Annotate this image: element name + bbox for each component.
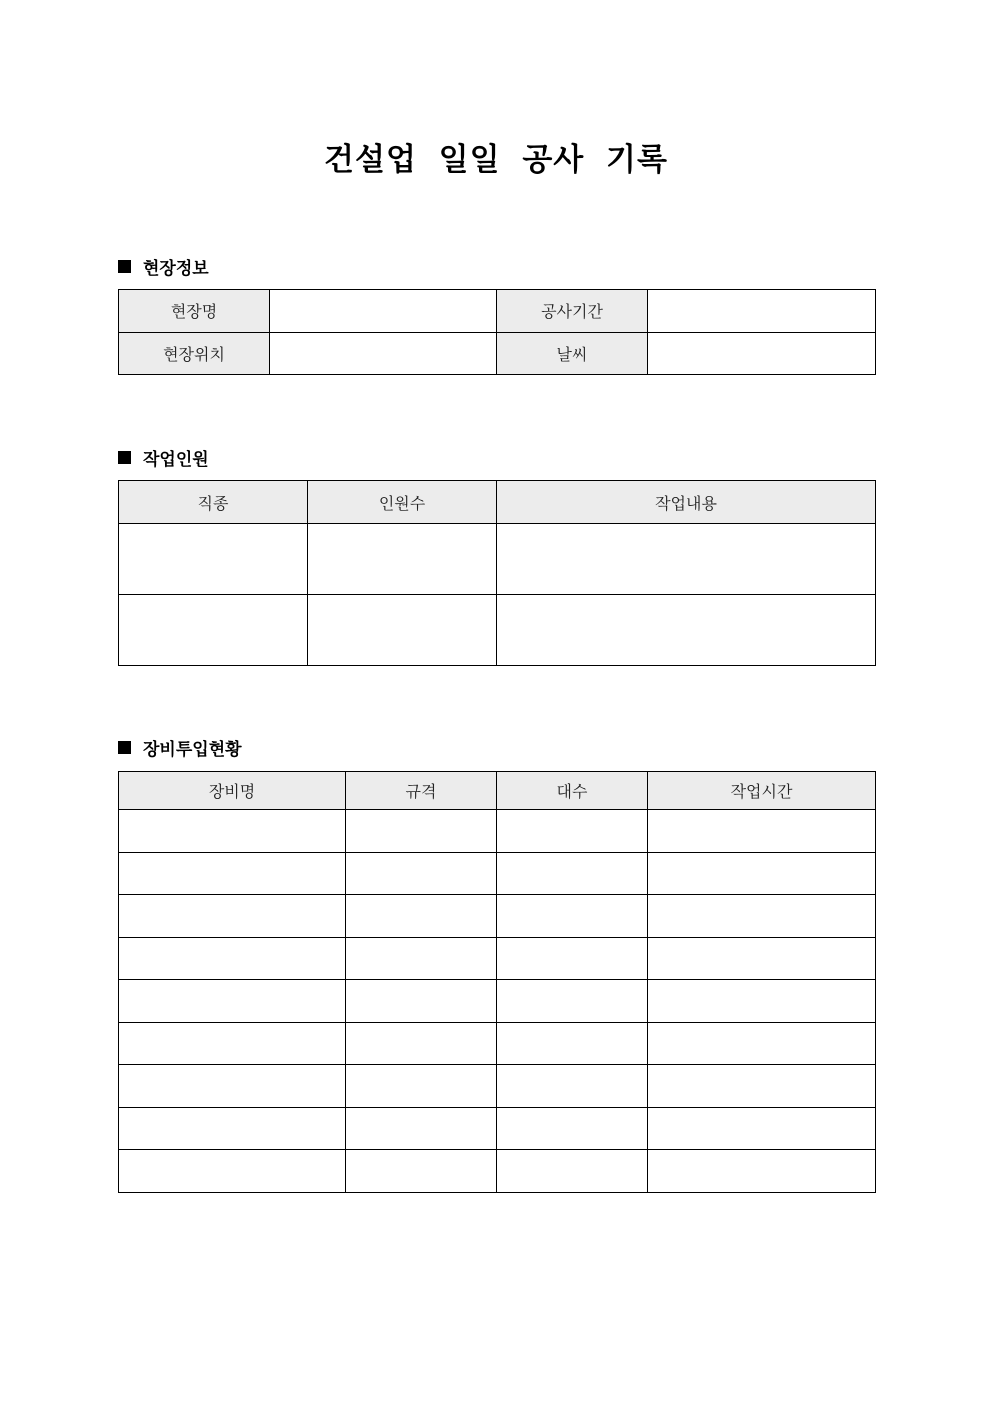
spec-cell[interactable] bbox=[346, 1107, 497, 1150]
construction-period-label: 공사기간 bbox=[497, 290, 648, 333]
work-field[interactable] bbox=[497, 622, 875, 640]
column-header-hours: 작업시간 bbox=[648, 772, 876, 810]
equipment-name-cell[interactable] bbox=[119, 895, 346, 938]
hours-field[interactable] bbox=[648, 1120, 875, 1138]
equipment-name-field[interactable] bbox=[119, 1162, 345, 1180]
hours-cell[interactable] bbox=[648, 1065, 876, 1108]
quantity-cell[interactable] bbox=[497, 937, 648, 980]
weather-label: 날씨 bbox=[497, 332, 648, 375]
spec-cell[interactable] bbox=[346, 980, 497, 1023]
site-location-field[interactable] bbox=[270, 345, 496, 363]
table-row bbox=[119, 852, 876, 895]
hours-cell[interactable] bbox=[648, 1022, 876, 1065]
spec-cell[interactable] bbox=[346, 937, 497, 980]
equipment-name-field[interactable] bbox=[119, 950, 345, 968]
hours-field[interactable] bbox=[648, 1035, 875, 1053]
count-cell[interactable] bbox=[308, 595, 497, 666]
equipment-name-cell[interactable] bbox=[119, 1022, 346, 1065]
table-header-row bbox=[119, 772, 876, 810]
spec-field[interactable] bbox=[346, 1162, 496, 1180]
quantity-cell[interactable] bbox=[497, 895, 648, 938]
square-bullet-icon bbox=[118, 451, 131, 464]
table-row bbox=[119, 810, 876, 853]
table-row bbox=[119, 895, 876, 938]
quantity-field[interactable] bbox=[497, 865, 647, 883]
spec-field[interactable] bbox=[346, 992, 496, 1010]
table-row bbox=[119, 1107, 876, 1150]
square-bullet-icon bbox=[118, 260, 131, 273]
hours-cell[interactable] bbox=[648, 852, 876, 895]
quantity-field[interactable] bbox=[497, 1162, 647, 1180]
spec-field[interactable] bbox=[346, 950, 496, 968]
equipment-name-field[interactable] bbox=[119, 822, 345, 840]
spec-field[interactable] bbox=[346, 1077, 496, 1095]
spec-cell[interactable] bbox=[346, 1022, 497, 1065]
equipment-name-field[interactable] bbox=[119, 992, 345, 1010]
hours-field[interactable] bbox=[648, 950, 875, 968]
trade-field[interactable] bbox=[119, 622, 307, 640]
count-field[interactable] bbox=[308, 622, 496, 640]
square-bullet-icon bbox=[118, 741, 131, 754]
quantity-cell[interactable] bbox=[497, 852, 648, 895]
spec-cell[interactable] bbox=[346, 1065, 497, 1108]
construction-period-field[interactable] bbox=[648, 302, 875, 320]
table-row bbox=[119, 1022, 876, 1065]
table-row bbox=[119, 595, 876, 666]
workers-table bbox=[118, 480, 876, 666]
table-row bbox=[119, 524, 876, 595]
quantity-cell[interactable] bbox=[497, 1107, 648, 1150]
quantity-cell[interactable] bbox=[497, 1150, 648, 1193]
quantity-field[interactable] bbox=[497, 1077, 647, 1095]
equipment-name-cell[interactable] bbox=[119, 980, 346, 1023]
table-header-row bbox=[119, 481, 876, 524]
site-info-heading bbox=[118, 254, 209, 279]
table-row bbox=[119, 290, 876, 333]
quantity-field[interactable] bbox=[497, 950, 647, 968]
weather-cell[interactable] bbox=[648, 332, 876, 375]
equipment-name-cell[interactable] bbox=[119, 1065, 346, 1108]
equipment-table bbox=[118, 771, 876, 1193]
column-header-spec: 규격 bbox=[346, 772, 497, 810]
hours-field[interactable] bbox=[648, 992, 875, 1010]
spec-cell[interactable] bbox=[346, 895, 497, 938]
spec-field[interactable] bbox=[346, 1120, 496, 1138]
spec-cell[interactable] bbox=[346, 810, 497, 853]
hours-field[interactable] bbox=[648, 822, 875, 840]
quantity-cell[interactable] bbox=[497, 1065, 648, 1108]
equipment-name-cell[interactable] bbox=[119, 1150, 346, 1193]
equipment-heading-label: 장비투입현황 bbox=[143, 740, 242, 760]
quantity-field[interactable] bbox=[497, 907, 647, 925]
equipment-name-field[interactable] bbox=[119, 865, 345, 883]
quantity-field[interactable] bbox=[497, 1120, 647, 1138]
quantity-cell[interactable] bbox=[497, 1022, 648, 1065]
work-cell[interactable] bbox=[497, 595, 876, 666]
trade-cell[interactable] bbox=[119, 595, 308, 666]
hours-field[interactable] bbox=[648, 1162, 875, 1180]
equipment-name-cell[interactable] bbox=[119, 937, 346, 980]
hours-cell[interactable] bbox=[648, 1107, 876, 1150]
hours-field[interactable] bbox=[648, 907, 875, 925]
spec-cell[interactable] bbox=[346, 852, 497, 895]
equipment-name-field[interactable] bbox=[119, 1077, 345, 1095]
spec-field[interactable] bbox=[346, 822, 496, 840]
table-row bbox=[119, 937, 876, 980]
column-header-count: 인원수 bbox=[308, 481, 497, 524]
table-row bbox=[119, 980, 876, 1023]
equipment-heading bbox=[118, 735, 242, 760]
site-location-cell[interactable] bbox=[270, 332, 497, 375]
spec-field[interactable] bbox=[346, 907, 496, 925]
document-title: 건설업 일일 공사 기록 bbox=[324, 142, 668, 178]
site-name-field[interactable] bbox=[270, 302, 496, 320]
site-location-label: 현장위치 bbox=[119, 332, 270, 375]
count-cell[interactable] bbox=[308, 524, 497, 595]
equipment-name-cell[interactable] bbox=[119, 810, 346, 853]
quantity-cell[interactable] bbox=[497, 980, 648, 1023]
site-info-table bbox=[118, 289, 876, 375]
column-header-quantity: 대수 bbox=[497, 772, 648, 810]
hours-cell[interactable] bbox=[648, 980, 876, 1023]
workers-heading-label: 작업인원 bbox=[143, 450, 209, 470]
quantity-field[interactable] bbox=[497, 1035, 647, 1053]
hours-cell[interactable] bbox=[648, 1150, 876, 1193]
hours-cell[interactable] bbox=[648, 810, 876, 853]
hours-cell[interactable] bbox=[648, 895, 876, 938]
hours-field[interactable] bbox=[648, 865, 875, 883]
equipment-name-field[interactable] bbox=[119, 907, 345, 925]
equipment-name-field[interactable] bbox=[119, 1035, 345, 1053]
construction-period-cell[interactable] bbox=[648, 290, 876, 333]
count-field[interactable] bbox=[308, 551, 496, 569]
site-name-cell[interactable] bbox=[270, 290, 497, 333]
table-row bbox=[119, 332, 876, 375]
equipment-name-cell[interactable] bbox=[119, 1107, 346, 1150]
column-header-work: 작업내용 bbox=[497, 481, 876, 524]
spec-field[interactable] bbox=[346, 1035, 496, 1053]
equipment-name-cell[interactable] bbox=[119, 852, 346, 895]
weather-field[interactable] bbox=[648, 345, 875, 363]
quantity-field[interactable] bbox=[497, 822, 647, 840]
equipment-name-field[interactable] bbox=[119, 1120, 345, 1138]
table-row bbox=[119, 1065, 876, 1108]
trade-field[interactable] bbox=[119, 551, 307, 569]
column-header-equipment-name: 장비명 bbox=[119, 772, 346, 810]
site-info-heading-label: 현장정보 bbox=[143, 259, 209, 279]
work-cell[interactable] bbox=[497, 524, 876, 595]
spec-cell[interactable] bbox=[346, 1150, 497, 1193]
trade-cell[interactable] bbox=[119, 524, 308, 595]
site-name-label: 현장명 bbox=[119, 290, 270, 333]
hours-field[interactable] bbox=[648, 1077, 875, 1095]
quantity-field[interactable] bbox=[497, 992, 647, 1010]
table-row bbox=[119, 1150, 876, 1193]
work-field[interactable] bbox=[497, 551, 875, 569]
quantity-cell[interactable] bbox=[497, 810, 648, 853]
column-header-trade: 직종 bbox=[119, 481, 308, 524]
workers-heading bbox=[118, 445, 209, 470]
hours-cell[interactable] bbox=[648, 937, 876, 980]
spec-field[interactable] bbox=[346, 865, 496, 883]
